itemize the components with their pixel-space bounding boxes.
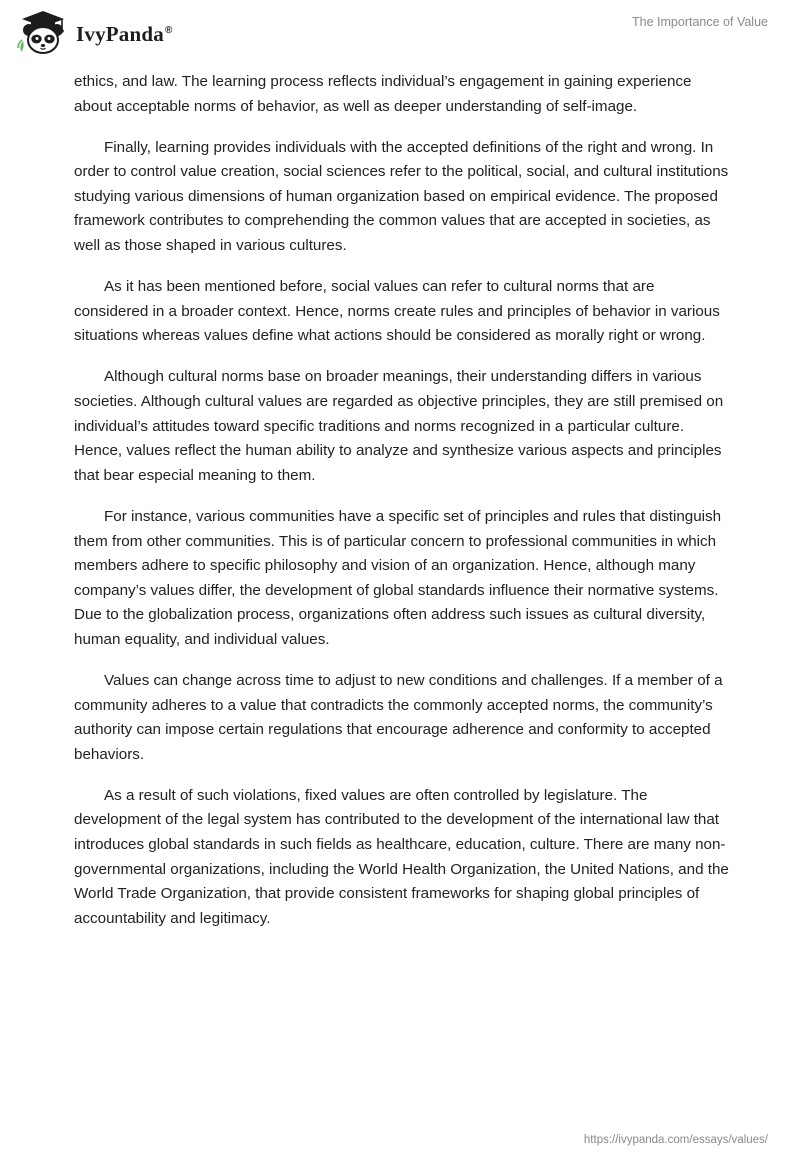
registered-mark: ® xyxy=(164,24,173,36)
paragraph-4: Although cultural norms base on broader meanings, their understanding differs in various societies. Although cultural values are regarded as objective principles, they are still premised on individual’s attitudes toward specific traditions and norms recognized in a particular culture. Hence, values reflect the human ability to analyze and synthesize various aspects and principles that bear especial meaning to them. xyxy=(74,368,724,484)
paragraph-2: Finally, learning provides individuals with the accepted definitions of the right and wrong. In order to control value creation, social sciences refer to the political, social, and cultural institutions studying various dimensions of human organization based on empirical evidence. The proposed framework contributes to comprehending the common values that are accepted in societies, as well as those shaped in various cultures. xyxy=(74,138,729,255)
paragraph-6: Values can change across time to adjust to new conditions and challenges. If a member of a community adheres to a value that contradicts the commonly accepted norms, the community’s authority can impose certain regulations that encourage adherence and conformity to accepted behaviors. xyxy=(74,671,723,763)
paragraph-5: For instance, various communities have a specific set of principles and rules that distinguish them from other communities. This is of particular concern to professional communities in which members adhere to specific philosophy and vision of an organization. Hence, although many company’s values differ, the development of global standards influence their normative systems. Due to the globalization process, organizations often address such issues as cultural diversity, human equality, and individual values. xyxy=(74,507,722,648)
paragraph-3: As it has been mentioned before, social values can refer to cultural norms that are considered in a broader context. Hence, norms create rules and principles of behavior in various situations whereas values define what actions should be considered as morally right or wrong. xyxy=(74,278,720,345)
document-title: The Importance of Value xyxy=(632,15,768,29)
source-url[interactable]: https://ivypanda.com/essays/values/ xyxy=(583,1134,768,1146)
panda-graduate-icon xyxy=(16,8,70,58)
essay-body xyxy=(74,70,730,948)
paragraph-7: As a result of such violations, fixed values are often controlled by legislature. The development of the legal system has contributed to the development of the international law that introduces global standards in such fields as healthcare, education, culture. There are many non-governmental organizations, including the World Health Organization, the United Nations, and the World Trade Organization, that provide consistent frameworks for shaping global principles of accountability and legitimacy. xyxy=(74,786,729,927)
brand-name: IvyPanda® xyxy=(76,21,173,46)
page-header xyxy=(0,0,800,70)
paragraph-1: ethics, and law. The learning process reflects individual’s engagement in gaining experience about acceptable norms of behavior, as well as deeper understanding of self-image. xyxy=(74,73,692,115)
ivypanda-logo[interactable] xyxy=(16,8,173,58)
